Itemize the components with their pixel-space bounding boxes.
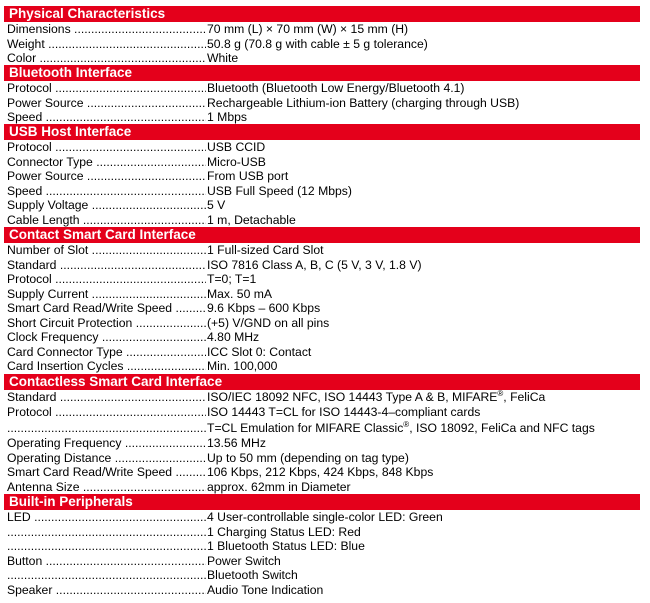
spec-value: 106 Kbps, 212 Kbps, 424 Kbps, 848 Kbps bbox=[207, 465, 434, 479]
spec-row-contact-standard bbox=[7, 258, 647, 273]
spec-row-card-insertion-cycles bbox=[7, 359, 647, 374]
spec-row-supply-current bbox=[7, 287, 647, 302]
spec-value: USB CCID bbox=[207, 140, 266, 154]
spec-row-contact-protocol bbox=[7, 272, 647, 287]
spec-label: Protocol ..... bbox=[7, 272, 206, 287]
spec-row-bluetooth-protocol bbox=[7, 81, 647, 96]
spec-value: 1 Full-sized Card Slot bbox=[207, 243, 324, 257]
spec-value: Max. 50 mA bbox=[207, 286, 273, 301]
spec-value-text: ISO/IEC 18092 NFC, ISO 14443 Type A & B, MIFARE bbox=[207, 390, 498, 404]
spec-label: Smart Card Read/Write Speed ..... bbox=[7, 465, 206, 480]
spec-row-usb-cable-length bbox=[7, 213, 647, 228]
spec-row-contactless-read-write-speed bbox=[7, 465, 647, 480]
spec-row-contact-read-write-speed bbox=[7, 301, 647, 316]
spec-row-contactless-protocol-continued bbox=[7, 421, 647, 436]
spec-row-short-circuit-protection bbox=[7, 316, 647, 331]
spec-value: approx. 62mm in Diameter bbox=[207, 479, 351, 494]
spec-value: From USB port bbox=[207, 169, 289, 183]
spec-row-operating-distance bbox=[7, 451, 647, 466]
spec-label: Color ..... bbox=[7, 51, 206, 66]
spec-label: Button ..... bbox=[7, 554, 206, 569]
spec-label: Protocol ..... bbox=[7, 81, 206, 96]
spec-value: 1 Charging Status LED: Red bbox=[207, 524, 361, 539]
spec-value: 13.56 MHz bbox=[207, 436, 266, 450]
section-header-usb-host-interface: USB Host Interface bbox=[4, 124, 640, 140]
spec-label: Standard ..... bbox=[7, 258, 206, 273]
spec-row-button-bluetooth bbox=[7, 568, 647, 583]
spec-row-contactless-protocol bbox=[7, 405, 647, 420]
section-header-contactless-smart-card-interface: Contactless Smart Card Interface bbox=[4, 374, 640, 390]
spec-value: Power Switch bbox=[207, 553, 281, 568]
section-header-contact-smart-card-interface: Contact Smart Card Interface bbox=[4, 227, 640, 243]
spec-label: Number of Slot ..... bbox=[7, 243, 206, 258]
spec-row-speaker bbox=[7, 583, 647, 598]
spec-label bbox=[7, 421, 206, 436]
spec-value: 4 User-controllable single-color LED: Green bbox=[207, 510, 443, 524]
spec-value: Rechargeable Lithium-ion Battery (charging through USB) bbox=[207, 95, 520, 110]
spec-row-clock-frequency bbox=[7, 330, 647, 345]
spec-value-text: , ISO 18092, FeliCa and NFC tags bbox=[409, 420, 595, 435]
spec-value: 1 Bluetooth Status LED: Blue bbox=[207, 539, 365, 553]
spec-value: Min. 100,000 bbox=[207, 359, 278, 373]
spec-row-color bbox=[7, 51, 647, 66]
spec-label: LED ..... bbox=[7, 510, 206, 525]
spec-value: ISO 7816 Class A, B, C (5 V, 3 V, 1.8 V) bbox=[207, 257, 422, 272]
spec-value: Micro-USB bbox=[207, 154, 266, 169]
spec-label: Speed ..... bbox=[7, 184, 206, 199]
spec-value: 50.8 g (70.8 g with cable ± 5 g tolerance) bbox=[207, 36, 428, 51]
spec-value bbox=[207, 390, 545, 405]
spec-value: Audio Tone Indication bbox=[207, 582, 324, 597]
spec-row-weight bbox=[7, 37, 647, 52]
spec-label: Power Source ..... bbox=[7, 96, 206, 111]
spec-value: ICC Slot 0: Contact bbox=[207, 344, 312, 359]
spec-row-number-of-slot bbox=[7, 243, 647, 258]
spec-value: USB Full Speed (12 Mbps) bbox=[207, 183, 352, 198]
spec-label: Protocol ..... bbox=[7, 140, 206, 155]
spec-value: Bluetooth (Bluetooth Low Energy/Bluetooth 4.1) bbox=[207, 81, 465, 95]
spec-value: 70 mm (L) × 70 mm (W) × 15 mm (H) bbox=[207, 22, 409, 36]
spec-value: 4.80 MHz bbox=[207, 330, 260, 344]
spec-label bbox=[7, 568, 206, 583]
spec-value bbox=[207, 421, 595, 436]
spec-value: T=0; T=1 bbox=[207, 272, 257, 286]
spec-label: Antenna Size ..... bbox=[7, 480, 206, 495]
spec-label: Connector Type ..... bbox=[7, 155, 206, 170]
spec-value: ISO 14443 T=CL for ISO 14443-4–compliant cards bbox=[207, 405, 481, 419]
spec-row-bluetooth-power-source bbox=[7, 96, 647, 111]
spec-value: 1 Mbps bbox=[207, 110, 247, 124]
spec-label: Dimensions ..... bbox=[7, 22, 206, 37]
registered-trademark-mark: ® bbox=[403, 419, 410, 429]
spec-value: Up to 50 mm (depending on tag type) bbox=[207, 450, 409, 465]
spec-label: Power Source ..... bbox=[7, 169, 206, 184]
spec-row-usb-connector-type bbox=[7, 155, 647, 170]
spec-label: Cable Length ..... bbox=[7, 213, 206, 228]
spec-label: Smart Card Read/Write Speed ..... bbox=[7, 301, 206, 316]
spec-row-usb-power-source bbox=[7, 169, 647, 184]
spec-row-button bbox=[7, 554, 647, 569]
section-header-built-in-peripherals: Built-in Peripherals bbox=[4, 494, 640, 510]
spec-row-usb-speed bbox=[7, 184, 647, 199]
section-header-physical-characteristics: Physical Characteristics bbox=[4, 6, 640, 22]
spec-label: Operating Frequency ..... bbox=[7, 436, 206, 451]
spec-value: Bluetooth Switch bbox=[207, 568, 298, 582]
spec-row-card-connector-type bbox=[7, 345, 647, 360]
registered-trademark-mark: ® bbox=[497, 388, 504, 398]
spec-row-contactless-standard bbox=[7, 390, 647, 405]
spec-label: Standard ..... bbox=[7, 390, 206, 405]
spec-label: Speaker ..... bbox=[7, 583, 206, 598]
spec-label: Protocol ..... bbox=[7, 405, 206, 420]
spec-label: Weight ..... bbox=[7, 37, 206, 52]
spec-value: (+5) V/GND on all pins bbox=[207, 315, 330, 330]
spec-value: White bbox=[207, 51, 239, 65]
spec-row-led-bluetooth bbox=[7, 539, 647, 554]
spec-row-antenna-size bbox=[7, 480, 647, 495]
spec-row-dimensions bbox=[7, 22, 647, 37]
spec-label bbox=[7, 525, 206, 540]
spec-row-bluetooth-speed bbox=[7, 110, 647, 125]
spec-value-text: , FeliCa bbox=[503, 390, 546, 404]
spec-value-text: T=CL Emulation for MIFARE Classic bbox=[207, 420, 404, 435]
spec-row-usb-supply-voltage bbox=[7, 198, 647, 213]
spec-row-led-charging bbox=[7, 525, 647, 540]
spec-label: Supply Current ..... bbox=[7, 287, 206, 302]
spec-value: 9.6 Kbps – 600 Kbps bbox=[207, 301, 321, 315]
spec-label: Operating Distance ..... bbox=[7, 451, 206, 466]
spec-label: Clock Frequency ..... bbox=[7, 330, 206, 345]
spec-row-led bbox=[7, 510, 647, 525]
spec-label: Speed ..... bbox=[7, 110, 206, 125]
spec-value: 1 m, Detachable bbox=[207, 212, 296, 227]
spec-label: Short Circuit Protection ..... bbox=[7, 316, 206, 331]
spec-row-operating-frequency bbox=[7, 436, 647, 451]
spec-value: 5 V bbox=[207, 198, 226, 212]
section-header-bluetooth-interface: Bluetooth Interface bbox=[4, 65, 640, 81]
spec-label: Supply Voltage ..... bbox=[7, 198, 206, 213]
spec-row-usb-protocol bbox=[7, 140, 647, 155]
spec-label: Card Insertion Cycles ..... bbox=[7, 359, 206, 374]
spec-label bbox=[7, 539, 206, 554]
spec-label: Card Connector Type ..... bbox=[7, 345, 206, 360]
